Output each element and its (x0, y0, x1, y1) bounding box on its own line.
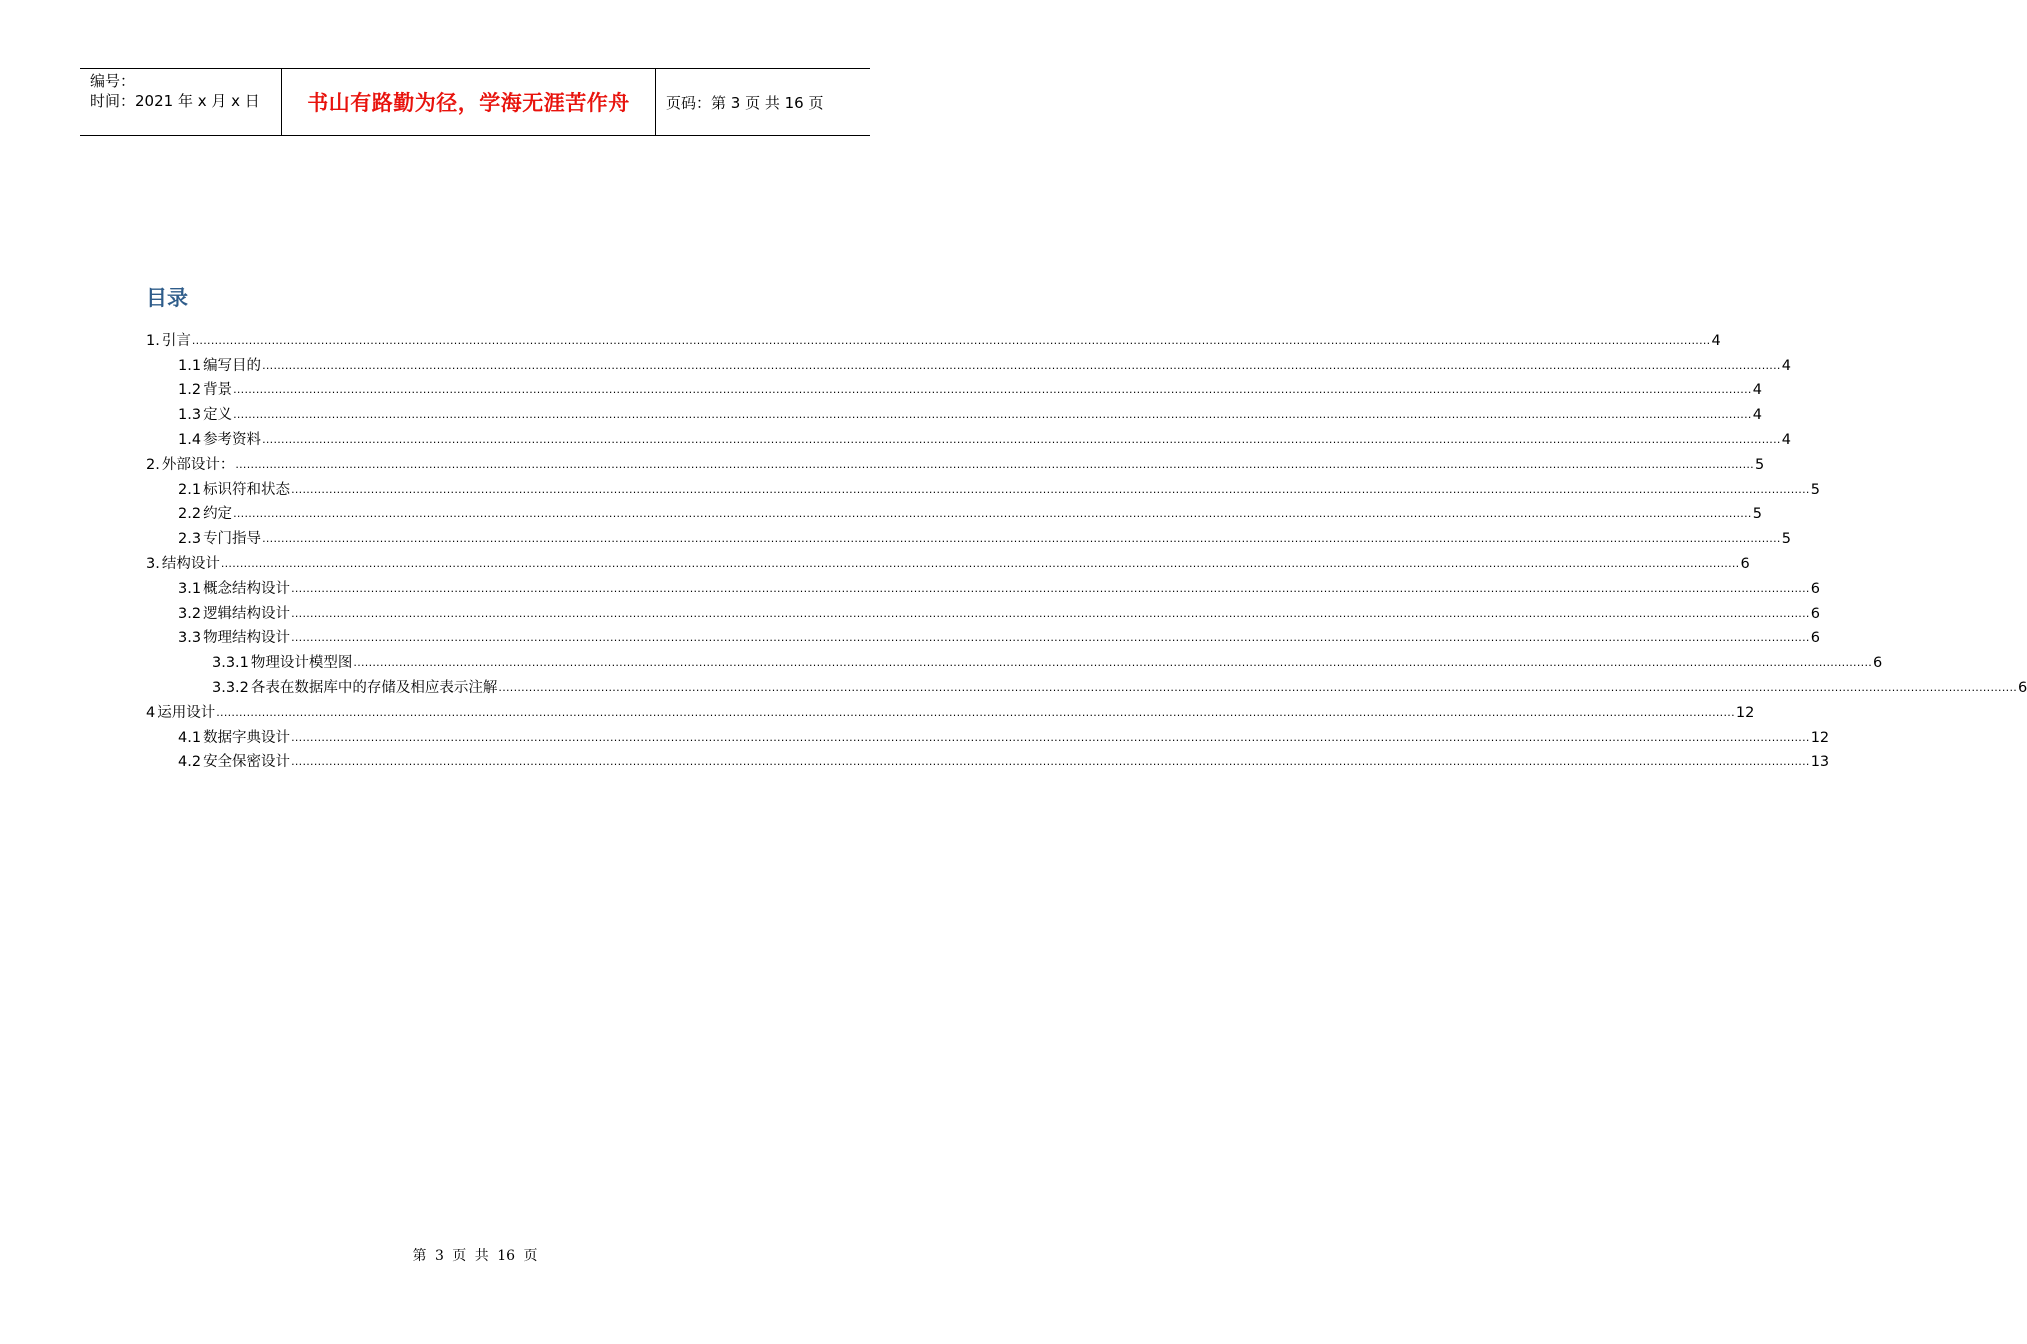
toc-entry[interactable] (146, 326, 1721, 351)
toc-entry[interactable] (146, 450, 1765, 475)
toc-entry-number: 2.1 (178, 481, 202, 498)
header-number-label: 编号： (90, 72, 136, 90)
toc-entry-number: 1. (146, 332, 160, 349)
toc-entry-page: 6 (2018, 679, 2027, 696)
toc-entry-page: 4 (1781, 431, 1791, 448)
toc-entry-number: 4.2 (178, 754, 202, 771)
toc-entry-number: 3.3 (178, 630, 202, 647)
toc-entry-page: 4 (1752, 382, 1762, 399)
toc-leader-dots: ................................................................................................................................................................................................................................................................................................................................................................................................................ (498, 680, 2018, 694)
toc-leader-dots: ................................................................................................................................................................................................................................................................................................................................................................................................................ (262, 532, 1781, 546)
toc-entry-number: 3.3.2 (212, 679, 249, 696)
header-info-cell (80, 69, 282, 135)
toc-leader-dots: ................................................................................................................................................................................................................................................................................................................................................................................................................ (191, 333, 1711, 347)
toc-entry-number: 3.2 (178, 605, 202, 622)
toc-entry-page: 6 (1873, 655, 1883, 672)
toc-entry-page: 12 (1735, 704, 1755, 721)
toc-entry-number: 2.2 (178, 506, 202, 523)
toc-entry-page: 5 (1781, 531, 1791, 548)
header-motto-cell (282, 69, 656, 135)
toc-entry[interactable] (146, 475, 1820, 500)
toc-entry-number: 1.4 (178, 431, 202, 448)
toc-entry-title: 各表在数据库中的存储及相应表示注解 (250, 679, 498, 696)
toc-entry-title: 外部设计： (161, 456, 235, 473)
toc-entry-number: 3.3.1 (212, 655, 249, 672)
toc-entry-number: 3. (146, 555, 160, 572)
toc-entry-page: 6 (1810, 580, 1820, 597)
toc-leader-dots: ................................................................................................................................................................................................................................................................................................................................................................................................................ (216, 705, 1735, 719)
toc-title: 目录 (146, 286, 188, 310)
page-header (80, 68, 870, 136)
toc-entry-page: 13 (1810, 754, 1830, 771)
toc-leader-dots: ................................................................................................................................................................................................................................................................................................................................................................................................................ (353, 656, 1873, 670)
toc-entry-title: 运用设计 (157, 704, 216, 721)
toc-leader-dots: ................................................................................................................................................................................................................................................................................................................................................................................................................ (262, 432, 1781, 446)
toc-leader-dots: ................................................................................................................................................................................................................................................................................................................................................................................................................ (291, 631, 1810, 645)
toc-leader-dots: ................................................................................................................................................................................................................................................................................................................................................................................................................ (233, 507, 1752, 521)
toc-leader-dots: ................................................................................................................................................................................................................................................................................................................................................................................................................ (291, 581, 1810, 595)
toc-entry-title: 物理结构设计 (203, 630, 291, 647)
toc-entry-number: 1.1 (178, 357, 202, 374)
header-motto: 书山有路勤为径，学海无涯苦作舟 (307, 91, 630, 115)
toc-entry-number: 1.3 (178, 407, 202, 424)
toc-leader-dots: ................................................................................................................................................................................................................................................................................................................................................................................................................ (291, 755, 1810, 769)
toc-entry-page: 4 (1711, 332, 1721, 349)
toc-entry-number: 3.1 (178, 580, 202, 597)
toc-entry-page: 5 (1810, 481, 1820, 498)
toc-entry-title: 专门指导 (203, 531, 262, 548)
footer-page-number: 第 3 页 共 16 页 (412, 1248, 538, 1264)
toc-entry-title: 概念结构设计 (203, 580, 291, 597)
toc-entry-page: 6 (1740, 555, 1750, 572)
page-footer (0, 1245, 950, 1265)
toc-entry[interactable] (146, 351, 1791, 376)
toc-entry-title: 结构设计 (161, 555, 220, 572)
toc-leader-dots: ................................................................................................................................................................................................................................................................................................................................................................................................................ (291, 482, 1810, 496)
toc-entry-number: 2. (146, 456, 160, 473)
toc-entry[interactable] (146, 500, 1762, 525)
toc-entry[interactable] (146, 425, 1791, 450)
toc-entry-title: 标识符和状态 (203, 481, 291, 498)
header-page-cell (656, 69, 870, 135)
toc-entry[interactable] (146, 723, 1830, 748)
toc-leader-dots: ................................................................................................................................................................................................................................................................................................................................................................................................................ (291, 730, 1810, 744)
toc-entry[interactable] (146, 574, 1820, 599)
toc-entry[interactable] (146, 376, 1762, 401)
header-time-label: 时间：2021 年 x 月 x 日 (90, 92, 260, 110)
toc-entry-title: 编写目的 (203, 357, 262, 374)
toc-entry-page: 4 (1781, 357, 1791, 374)
table-of-contents (146, 326, 2027, 772)
toc-entry-page: 5 (1754, 456, 1765, 473)
toc-entry-number: 4 (146, 704, 156, 721)
toc-leader-dots: ................................................................................................................................................................................................................................................................................................................................................................................................................ (233, 408, 1752, 422)
toc-entry[interactable] (146, 524, 1791, 549)
toc-entry[interactable] (146, 549, 1750, 574)
toc-entry[interactable] (146, 673, 2027, 698)
toc-entry-page: 12 (1810, 729, 1830, 746)
toc-entry-title: 定义 (203, 407, 233, 424)
toc-entry[interactable] (146, 748, 1830, 773)
toc-leader-dots: ................................................................................................................................................................................................................................................................................................................................................................................................................ (235, 457, 1754, 471)
toc-entry[interactable] (146, 400, 1762, 425)
toc-leader-dots: ................................................................................................................................................................................................................................................................................................................................................................................................................ (262, 358, 1781, 372)
toc-entry-title: 参考资料 (203, 431, 262, 448)
toc-entry-title: 安全保密设计 (203, 754, 291, 771)
toc-leader-dots: ................................................................................................................................................................................................................................................................................................................................................................................................................ (233, 383, 1752, 397)
toc-entry-page: 6 (1810, 630, 1820, 647)
toc-entry-page: 4 (1752, 407, 1762, 424)
toc-entry-number: 1.2 (178, 382, 202, 399)
toc-entry-title: 背景 (203, 382, 233, 399)
toc-entry-title: 物理设计模型图 (250, 655, 353, 672)
toc-entry-number: 2.3 (178, 531, 202, 548)
toc-entry-title: 约定 (203, 506, 233, 523)
toc-entry[interactable] (146, 648, 1883, 673)
toc-entry[interactable] (146, 599, 1820, 624)
toc-entry-page: 6 (1810, 605, 1820, 622)
toc-entry-page: 5 (1752, 506, 1762, 523)
toc-leader-dots: ................................................................................................................................................................................................................................................................................................................................................................................................................ (291, 606, 1810, 620)
toc-entry[interactable] (146, 624, 1820, 649)
header-page-label: 页码：第 3 页 共 16 页 (666, 93, 824, 112)
toc-entry-title: 逻辑结构设计 (203, 605, 291, 622)
toc-entry-title: 引言 (161, 332, 191, 349)
toc-entry-title: 数据字典设计 (203, 729, 291, 746)
toc-entry-number: 4.1 (178, 729, 202, 746)
toc-leader-dots: ................................................................................................................................................................................................................................................................................................................................................................................................................ (220, 556, 1740, 570)
toc-entry[interactable] (146, 698, 1755, 723)
